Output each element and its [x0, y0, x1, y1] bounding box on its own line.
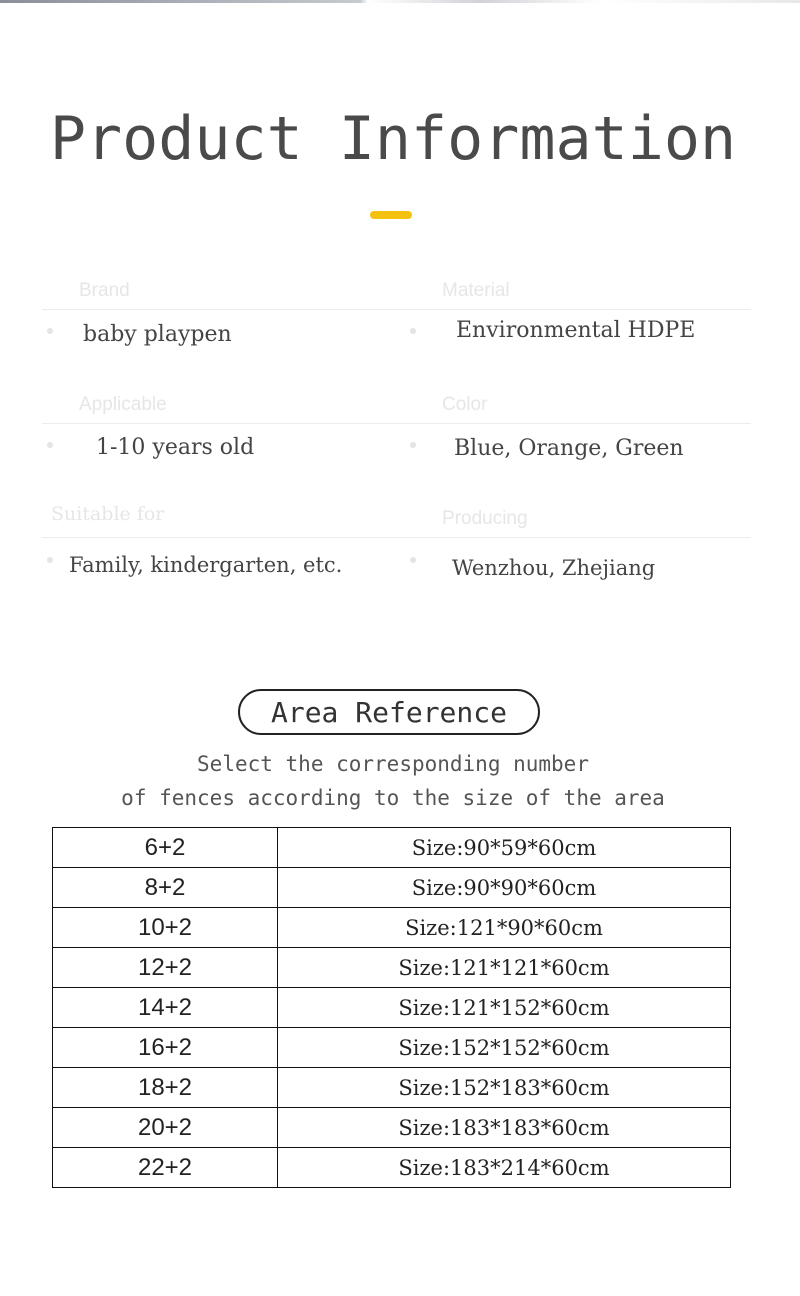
area-reference-subtitle-line1: Select the corresponding number — [197, 752, 589, 776]
info-value-material: Environmental HDPE — [456, 318, 696, 343]
info-value-color: Blue, Orange, Green — [454, 436, 684, 461]
table-row — [53, 1028, 731, 1068]
table-row — [53, 868, 731, 908]
size-cell: Size:183*214*60cm — [278, 1148, 731, 1188]
fence-count-cell: 10+2 — [53, 908, 278, 948]
fence-count-cell: 18+2 — [53, 1068, 278, 1108]
info-label-color: Color — [442, 394, 488, 415]
size-cell: Size:183*183*60cm — [278, 1108, 731, 1148]
bullet-dot — [410, 328, 416, 334]
bullet-dot — [47, 442, 53, 448]
info-divider — [410, 423, 751, 424]
info-label-brand: Brand — [79, 280, 130, 301]
table-row — [53, 1068, 731, 1108]
info-label-applicable: Applicable — [79, 394, 167, 415]
size-cell: Size:121*90*60cm — [278, 908, 731, 948]
table-row — [53, 908, 731, 948]
area-reference-subtitle-line2: of fences according to the size of the area — [121, 786, 665, 810]
size-cell: Size:121*152*60cm — [278, 988, 731, 1028]
info-divider — [42, 537, 410, 538]
info-label-material: Material — [442, 280, 510, 301]
fence-count-cell: 8+2 — [53, 868, 278, 908]
fence-count-cell: 20+2 — [53, 1108, 278, 1148]
table-row — [53, 1108, 731, 1148]
info-value-brand: baby playpen — [83, 322, 232, 347]
table-row — [53, 1148, 731, 1188]
info-divider — [42, 309, 410, 310]
info-value-applicable: 1-10 years old — [96, 435, 255, 460]
size-cell: Size:121*121*60cm — [278, 948, 731, 988]
table-row — [53, 988, 731, 1028]
bullet-dot — [410, 557, 416, 563]
fence-count-cell: 16+2 — [53, 1028, 278, 1068]
fence-count-cell: 14+2 — [53, 988, 278, 1028]
info-value-producing: Wenzhou, Zhejiang — [452, 556, 656, 580]
info-divider — [410, 309, 751, 310]
bullet-dot — [410, 442, 416, 448]
info-value-suitable-for: Family, kindergarten, etc. — [69, 553, 343, 577]
bullet-dot — [47, 328, 53, 334]
page-title: Product Information — [49, 104, 737, 174]
info-label-producing: Producing — [442, 508, 528, 529]
info-label-suitable-for: Suitable for — [51, 503, 165, 525]
size-cell: Size:90*90*60cm — [278, 868, 731, 908]
fence-count-cell: 22+2 — [53, 1148, 278, 1188]
table-row — [53, 828, 731, 868]
title-accent-bar — [370, 211, 412, 219]
size-cell: Size:90*59*60cm — [278, 828, 731, 868]
table-row — [53, 948, 731, 988]
fence-count-cell: 12+2 — [53, 948, 278, 988]
area-reference-heading: Area Reference — [238, 689, 540, 735]
size-cell: Size:152*152*60cm — [278, 1028, 731, 1068]
fence-count-cell: 6+2 — [53, 828, 278, 868]
bullet-dot — [47, 557, 53, 563]
size-table — [52, 827, 731, 1188]
size-cell: Size:152*183*60cm — [278, 1068, 731, 1108]
info-divider — [410, 537, 751, 538]
info-divider — [42, 423, 410, 424]
top-banner-strip — [0, 0, 800, 3]
